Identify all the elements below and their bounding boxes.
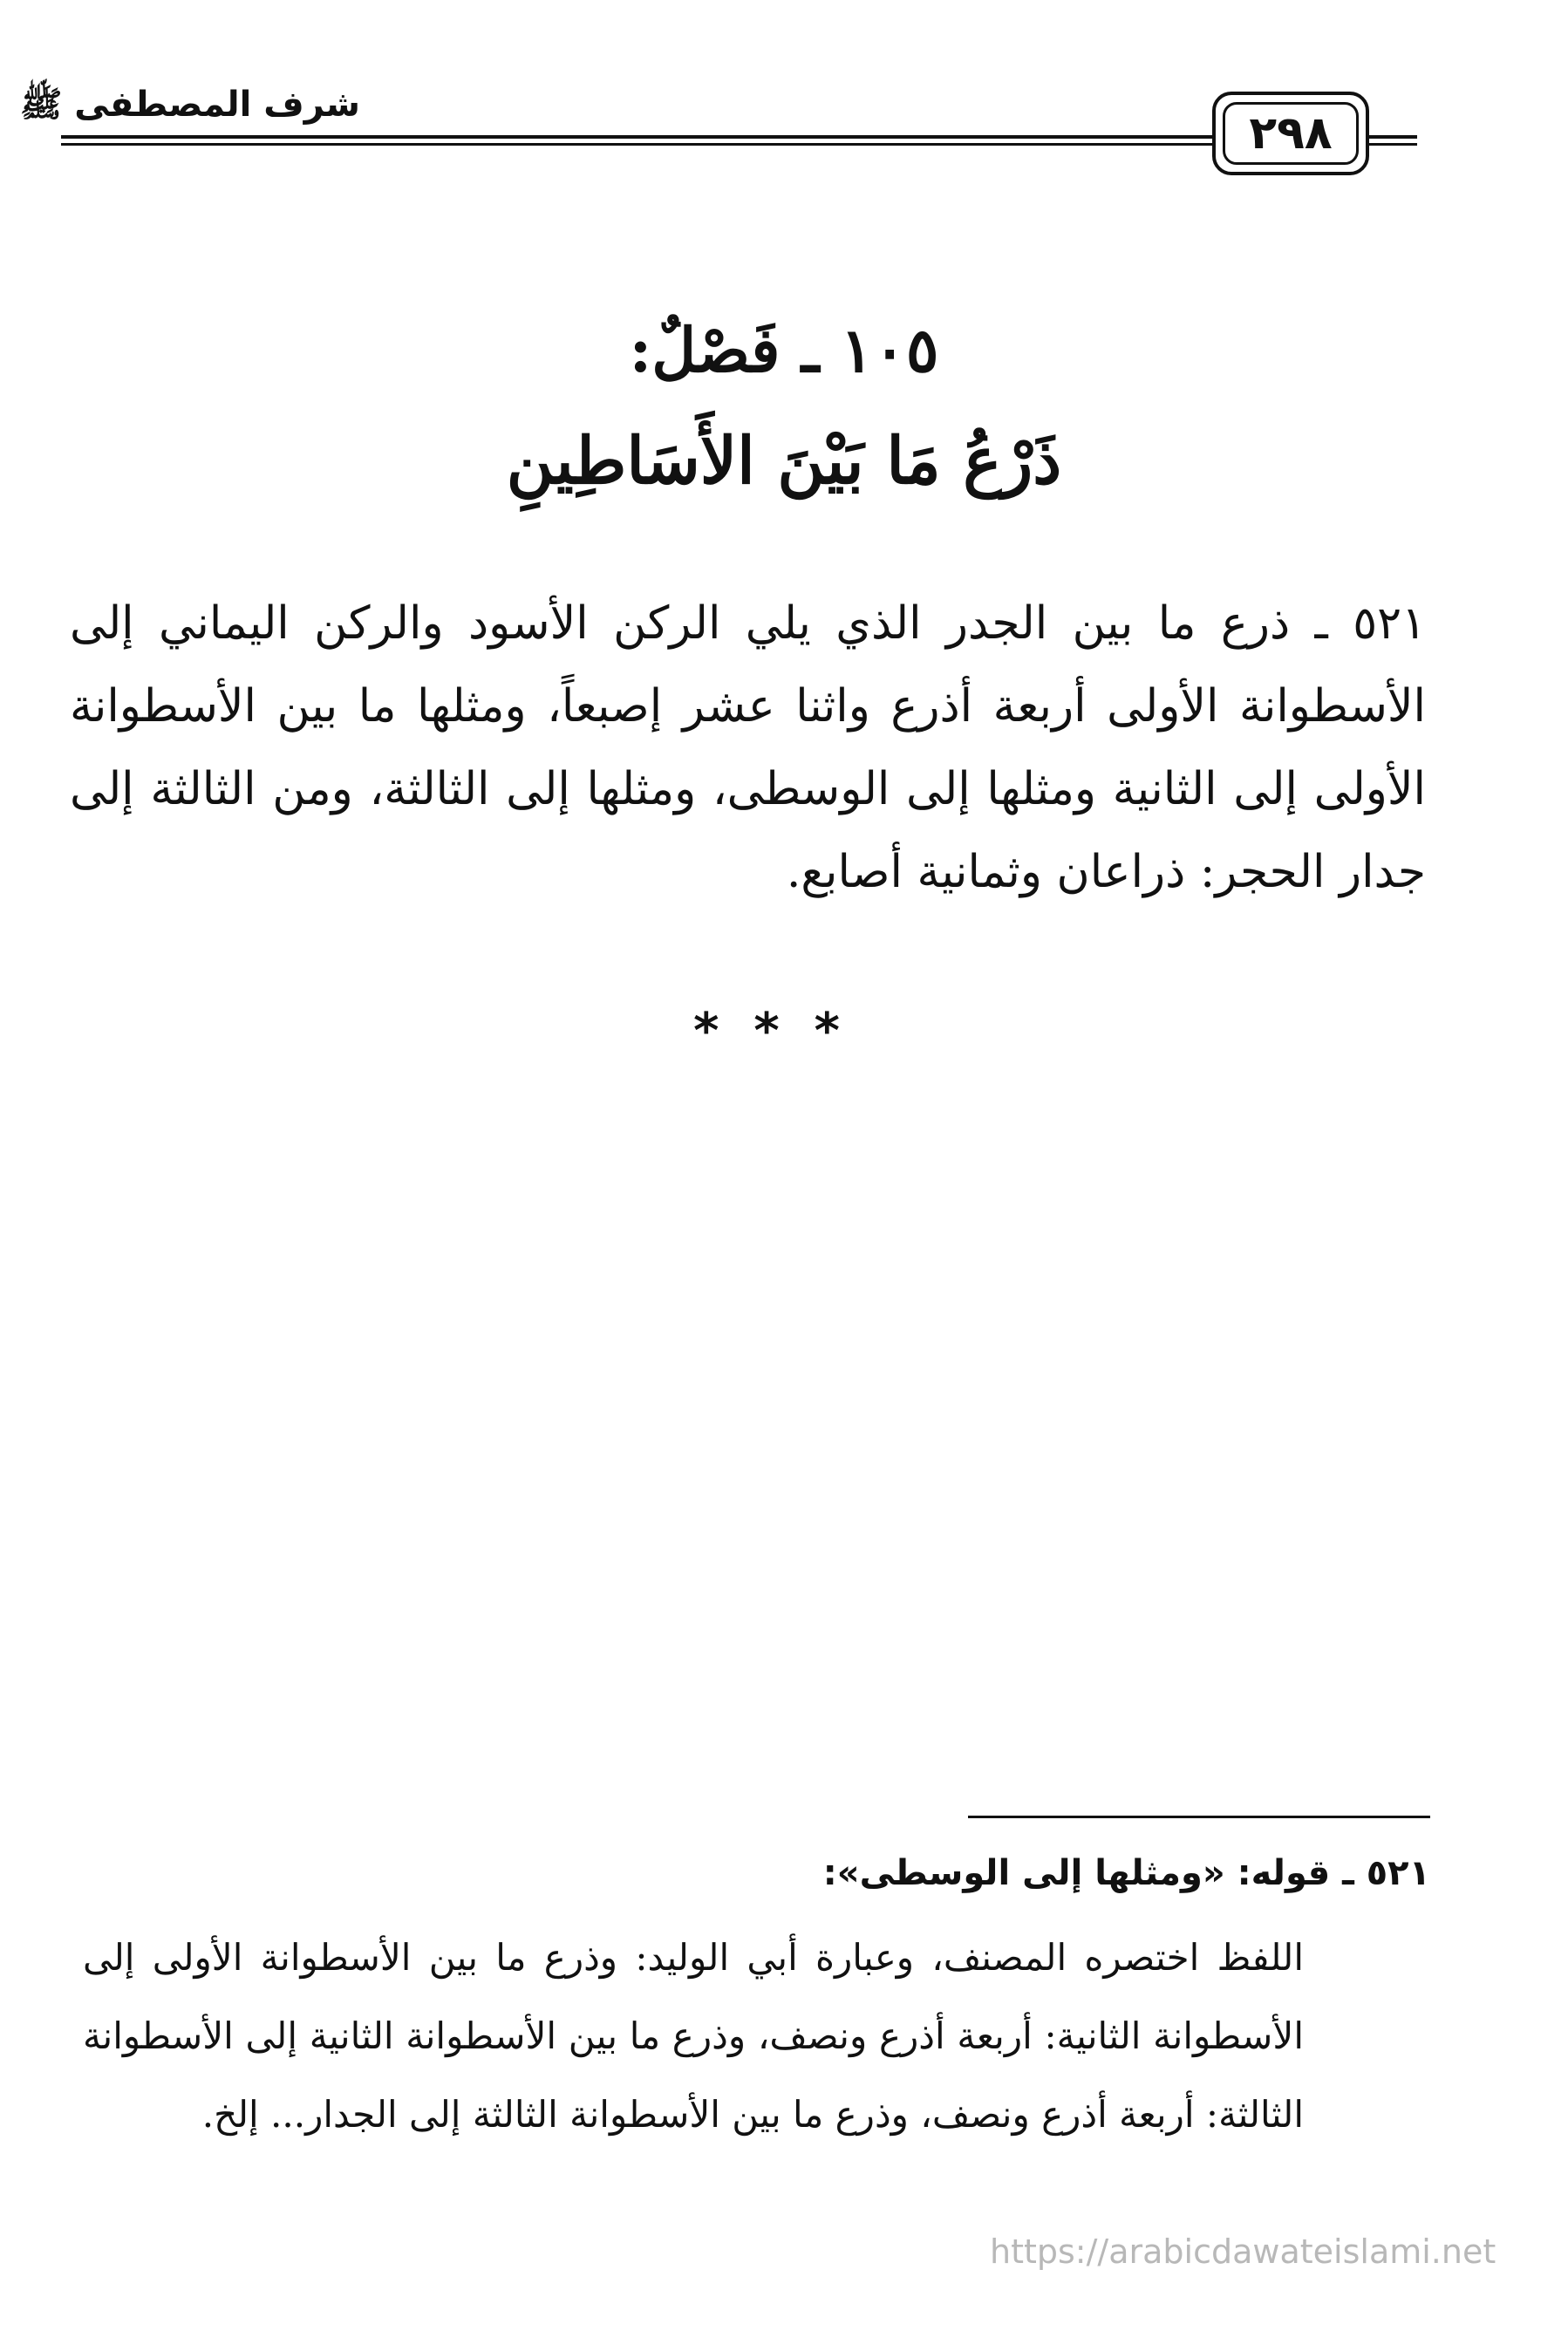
footnote-rule	[968, 1816, 1430, 1818]
main-paragraph: ٥٢١ ـ ذرع ما بين الجدر الذي يلي الركن الأسود والركن اليماني إلى الأسطوانة الأولى أربعة أذرع واثنا عشر إصبعاً، ومثلها ما بين الأسطوانة الأولى إلى الثانية ومثلها إلى الوسطى، ومثلها إلى الثالثة، ومن الثالثة إلى جدار الحجر: ذراعان وثمانية أصابع.	[70, 597, 1426, 898]
watermark-url: https://arabicdawateislami.net	[990, 2232, 1496, 2271]
section-title: ١٠٥ ـ فَصْلٌ:	[629, 314, 939, 386]
page-number: ٢٩٨	[1249, 107, 1333, 160]
page-header	[0, 0, 1568, 201]
section-subtitle: ذَرْعُ مَا بَيْنَ الأَسَاطِينِ	[506, 424, 1062, 499]
page-number-frame	[1223, 102, 1359, 165]
footnote-heading: ٥٢١ ـ قوله: «ومثلها إلى الوسطى»:	[822, 1853, 1430, 1893]
page-number-badge	[1212, 92, 1369, 175]
running-title: شرف المصطفى ﷺ	[19, 85, 360, 125]
footnote-body: اللفظ اختصره المصنف، وعبارة أبي الوليد: وذرع ما بين الأسطوانة الأولى إلى الأسطوانة الثانية: أربعة أذرع ونصف، وذرع ما بين الأسطوانة الثانية إلى الأسطوانة الثالثة: أربعة أذرع ونصف، وذرع ما بين الأسطوانة الثالثة إلى الجدار... إلخ.	[83, 1936, 1304, 2136]
section-separator: ***	[693, 1003, 875, 1060]
